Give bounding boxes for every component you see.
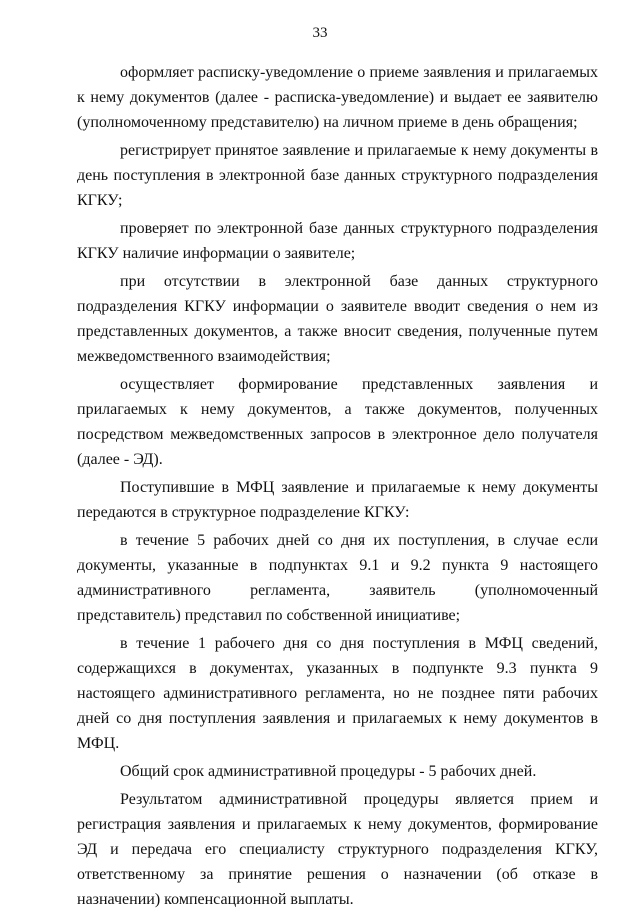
paragraph-form-electronic-file: осуществляет формирование представленных заявления и прилагаемых к нему документов, а также документов, полученных посредством межведомственных запросов в электронное дело получателя (далее - ЭД).	[77, 376, 598, 468]
paragraph-receipt-notice: оформляет расписку-уведомление о приеме заявления и прилагаемых к нему документов (далее - расписка-уведомление) и выдает ее заявителю (уполномоченному представителю) на личном приеме в день обращения;	[77, 64, 598, 131]
paragraph-register-application: регистрирует принятое заявление и прилагаемые к нему документы в день поступления в электронной базе данных структурного подразделения КГКУ;	[77, 142, 598, 209]
paragraph-procedure-result: Результатом административной процедуры является прием и регистрация заявления и прилагаемых к нему документов, формирование ЭД и передача его специалисту структурного подразделения КГКУ, ответственному за принятие решения о назначении (об отказе в назначении) компенсационной выплаты.	[77, 791, 598, 908]
paragraph-one-day-term: в течение 1 рабочего дня со дня поступления в МФЦ сведений, содержащихся в документах, указанных в подпункте 9.3 пункта 9 настоящего административного регламента, но не позднее пяти рабочих дней со дня поступления заявления и прилагаемых к нему документов в МФЦ.	[77, 635, 598, 752]
paragraph-mfc-transfer: Поступившие в МФЦ заявление и прилагаемые к нему документы передаются в структурное подразделение КГКУ:	[77, 479, 598, 521]
paragraph-check-applicant: проверяет по электронной базе данных структурного подразделения КГКУ наличие информации о заявителе;	[77, 220, 598, 262]
document-body	[77, 60, 598, 915]
paragraph-enter-applicant-data: при отсутствии в электронной базе данных структурного подразделения КГКУ информации о заявителе вводит сведения о нем из представленных документов, а также вносит сведения, полученные путем межведомственного взаимодействия;	[77, 273, 598, 365]
paragraph-five-day-term: в течение 5 рабочих дней со дня их поступления, в случае если документы, указанные в подпунктах 9.1 и 9.2 пункта 9 настоящего административного регламента, заявитель (уполномоченный представитель) представил по собственной инициативе;	[77, 532, 598, 624]
page-number: 33	[312, 25, 328, 41]
paragraph-total-term: Общий срок административной процедуры - 5 рабочих дней.	[120, 763, 537, 780]
